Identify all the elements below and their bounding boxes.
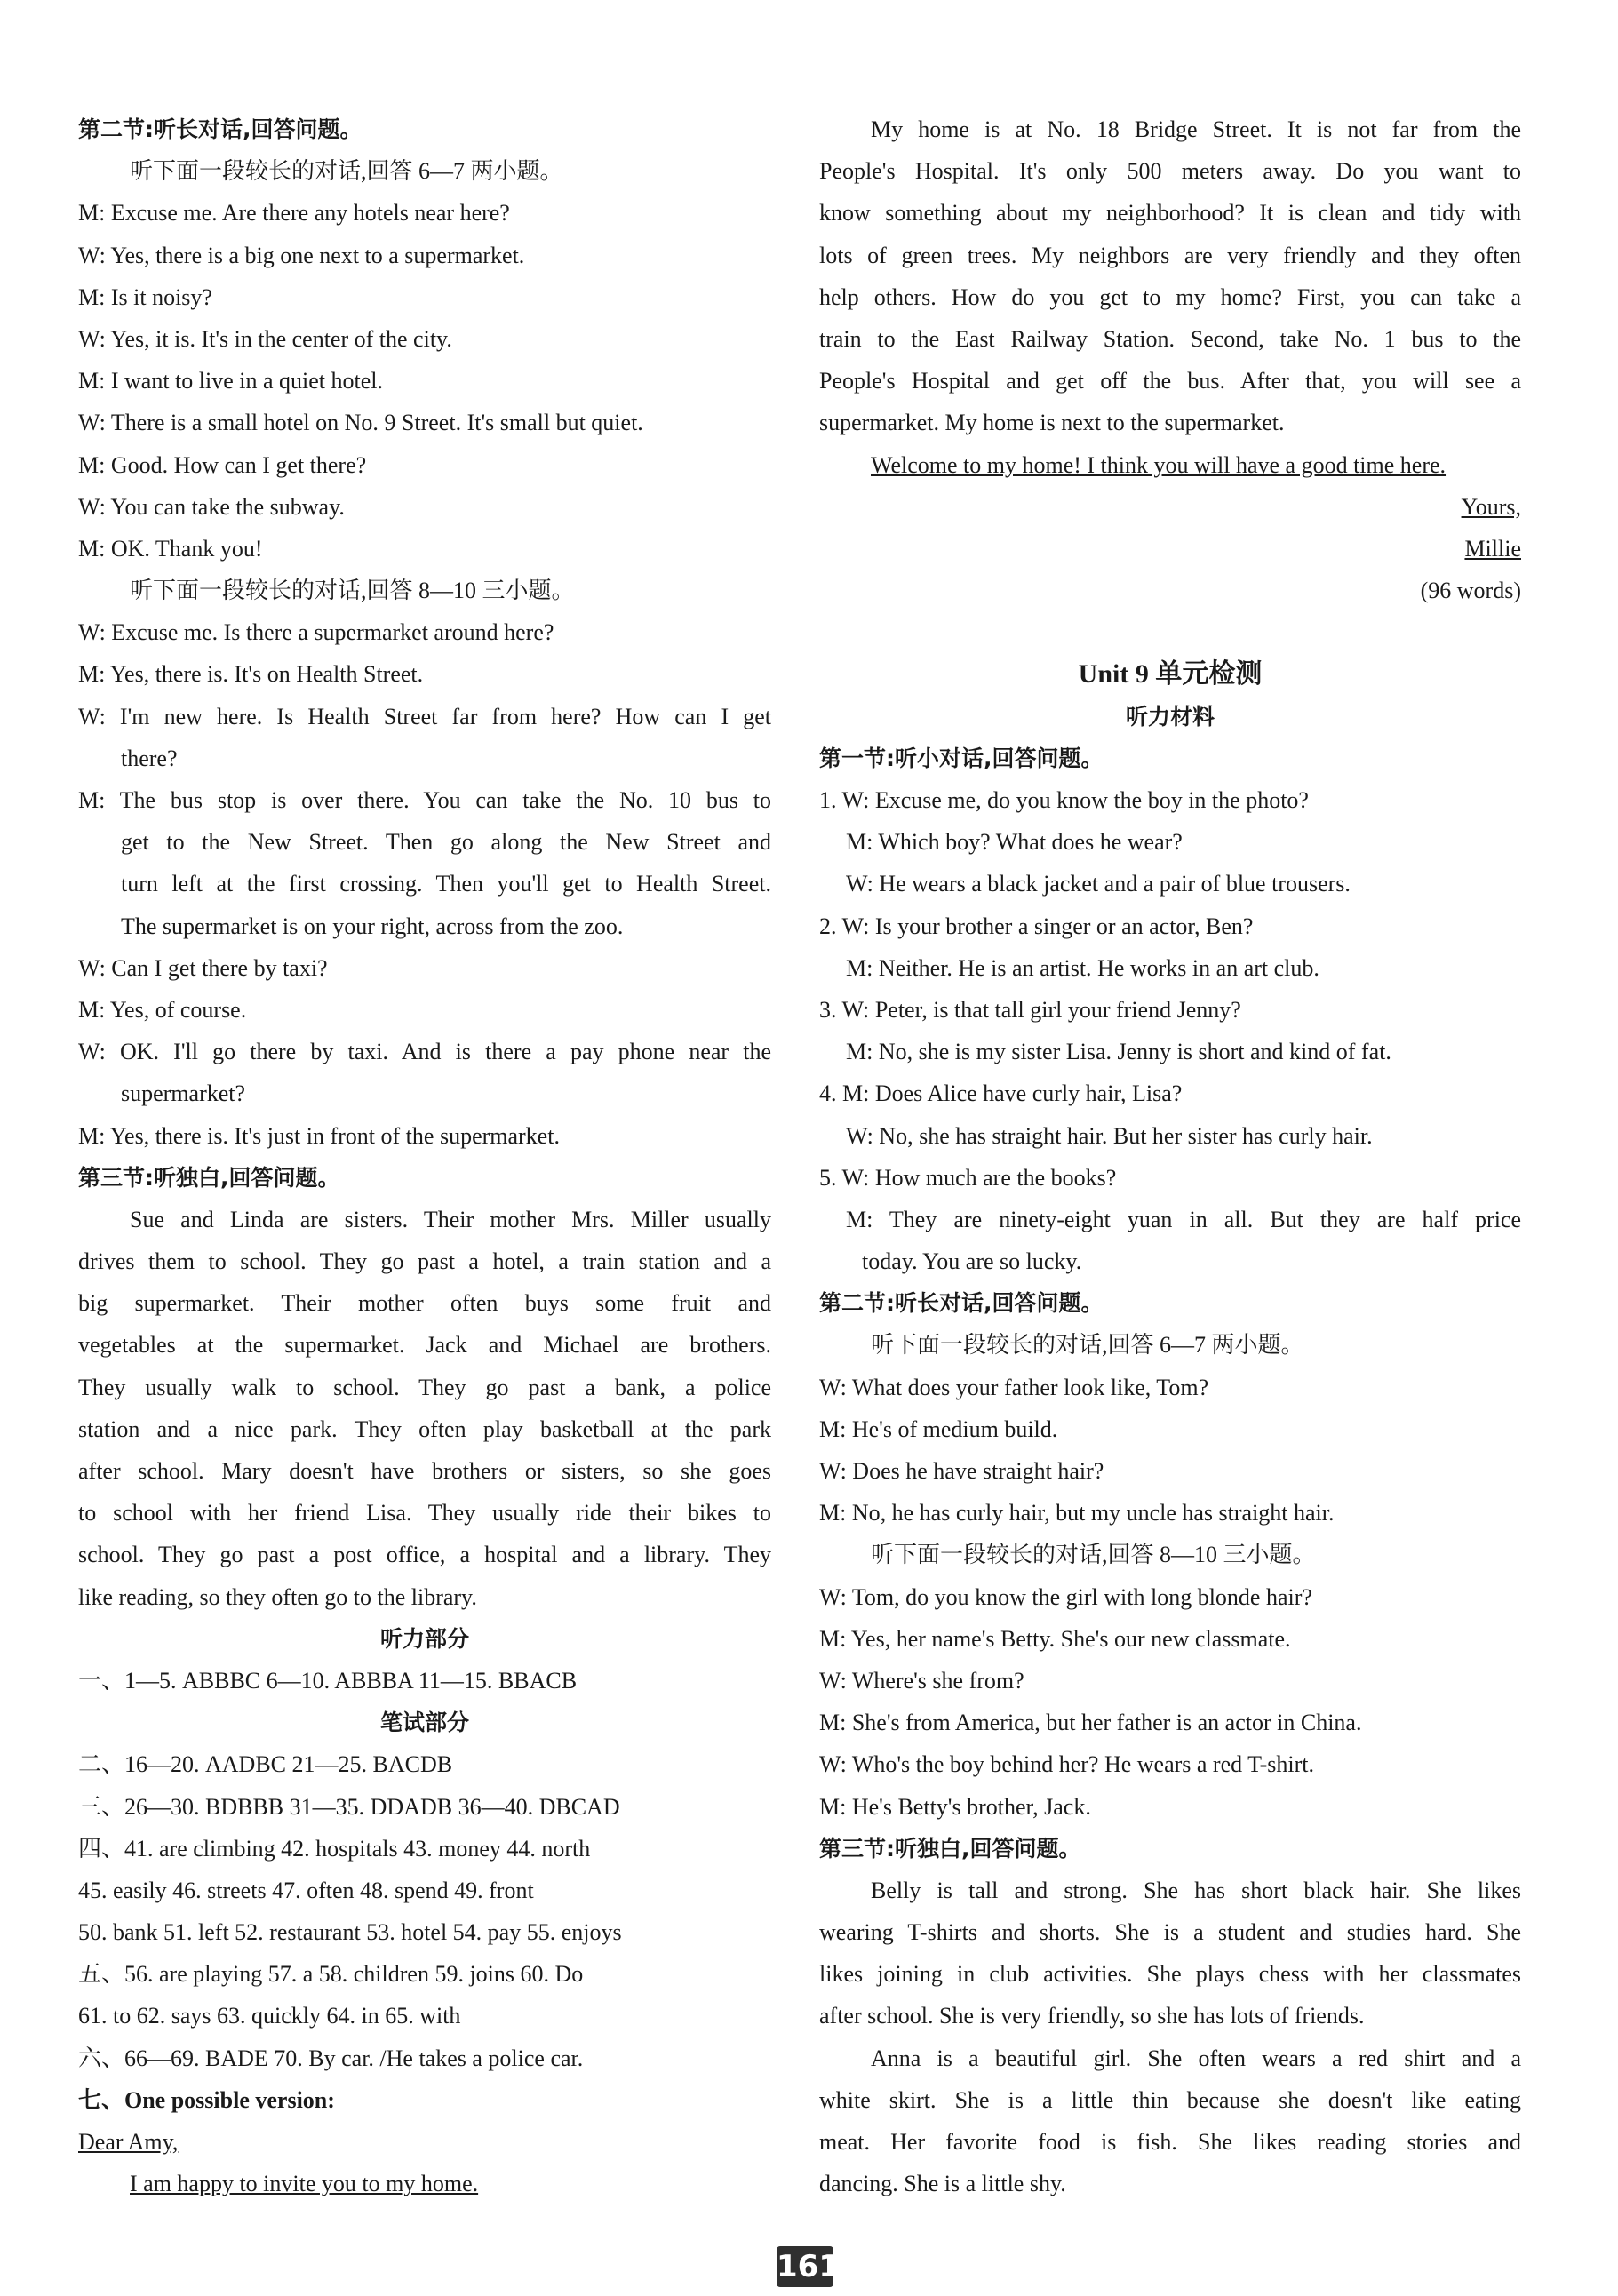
text-line: People's Hospital and get off the bus. After that, you will see a bbox=[819, 368, 1521, 395]
text-line: M: No, she is my sister Lisa. Jenny is short and kind of fat. bbox=[846, 1039, 1391, 1065]
section-heading: 笔试部分 bbox=[379, 1710, 469, 1736]
text-line: lots of green trees. My neighbors are very friendly and they often bbox=[819, 242, 1521, 268]
text-line: like reading, so they often go to the library. bbox=[78, 1583, 477, 1610]
text-line: My home is at No. 18 Bridge Street. It is not far from the bbox=[871, 116, 1521, 142]
text-line: vegetables at the supermarket. Jack and Michael are brothers. bbox=[78, 1332, 771, 1359]
page-number: 161 bbox=[777, 2246, 833, 2287]
text-line: 听下面一段较长的对话,回答 8—10 三小题。 bbox=[871, 1542, 1316, 1568]
text-line: Sue and Linda are sisters. Their mother Mrs. Miller usually bbox=[130, 1206, 771, 1232]
text-line: M: The bus stop is over there. You can take the No. 10 bus to bbox=[78, 787, 771, 813]
section-heading: 第三节:听独白,回答问题。 bbox=[819, 1835, 1081, 1862]
text-line: 四、41. are climbing 42. hospitals 43. money 44. north bbox=[78, 1835, 591, 1862]
text-line: W: Does he have straight hair? bbox=[819, 1458, 1104, 1484]
text-line: M: No, he has curly hair, but my uncle has straight hair. bbox=[819, 1500, 1335, 1527]
text-line: 一、1—5. ABBBC 6—10. ABBBA 11—15. BBACB bbox=[78, 1667, 578, 1694]
text-line: W: You can take the subway. bbox=[78, 493, 345, 520]
text-line: W: Yes, it is. It's in the center of the city. bbox=[78, 325, 452, 352]
text-line: today. You are so lucky. bbox=[862, 1248, 1082, 1275]
text-line: 七、One possible version: bbox=[78, 2086, 335, 2113]
text-line: station and a nice park. They often play basketball at the park bbox=[78, 1415, 771, 1442]
text-line: 五、56. are playing 57. a 58. children 59. joins 60. Do bbox=[78, 1961, 584, 1988]
text-line: M: Which boy? What does he wear? bbox=[846, 829, 1183, 856]
text-line: The supermarket is on your right, across from the zoo. bbox=[121, 913, 624, 939]
text-line: People's Hospital. It's only 500 meters away. Do you want to bbox=[819, 158, 1521, 185]
text-line: know something about my neighborhood? It is clean and tidy with bbox=[819, 200, 1521, 227]
text-line: M: Yes, of course. bbox=[78, 996, 247, 1023]
text-line: 听下面一段较长的对话,回答 8—10 三小题。 bbox=[130, 578, 575, 604]
text-line: They usually walk to school. They go past a bank, a police bbox=[78, 1374, 771, 1400]
section-heading: 听力部分 bbox=[379, 1625, 469, 1652]
text-line: meat. Her favorite food is fish. She likes reading stories and bbox=[819, 2129, 1521, 2155]
text-line: M: He's Betty's brother, Jack. bbox=[819, 1793, 1091, 1820]
text-line: after school. She is very friendly, so she has lots of friends. bbox=[819, 2003, 1365, 2029]
text-line: 45. easily 46. streets 47. often 48. spend 49. front bbox=[78, 1877, 534, 1903]
text-line: likes joining in club activities. She plays chess with her classmates bbox=[819, 1961, 1521, 1988]
text-line: after school. Mary doesn't have brothers or sisters, so she goes bbox=[78, 1458, 771, 1484]
text-line: Yours, bbox=[1461, 493, 1521, 520]
left-column bbox=[78, 108, 771, 2204]
text-line: Belly is tall and strong. She has short black hair. She likes bbox=[871, 1877, 1521, 1903]
text-line: 4. M: Does Alice have curly hair, Lisa? bbox=[819, 1080, 1183, 1107]
text-line: I am happy to invite you to my home. bbox=[130, 2171, 479, 2197]
text-line: school. They go past a post office, a hospital and a library. They bbox=[78, 1542, 771, 1568]
text-line: help others. How do you get to my home? First, you can take a bbox=[819, 283, 1521, 310]
text-line: 5. W: How much are the books? bbox=[819, 1164, 1117, 1191]
text-line: Dear Amy, bbox=[78, 2129, 179, 2155]
section-heading: 第三节:听独白,回答问题。 bbox=[78, 1164, 340, 1191]
right-column bbox=[819, 108, 1521, 2204]
text-line: W: He wears a black jacket and a pair of blue trousers. bbox=[846, 871, 1351, 897]
text-line: W: I'm new here. Is Health Street far from here? How can I get bbox=[78, 703, 771, 729]
text-line: 3. W: Peter, is that tall girl your friend Jenny? bbox=[819, 996, 1241, 1023]
text-line: supermarket. My home is next to the supermarket. bbox=[819, 410, 1285, 436]
text-line: M: I want to live in a quiet hotel. bbox=[78, 368, 383, 395]
text-line: 三、26—30. BDBBB 31—35. DDADB 36—40. DBCAD bbox=[78, 1793, 620, 1820]
text-line: 二、16—20. AADBC 21—25. BACDB bbox=[78, 1751, 453, 1778]
text-line: 50. bank 51. left 52. restaurant 53. hotel 54. pay 55. enjoys bbox=[78, 1919, 622, 1946]
text-line: 2. W: Is your brother a singer or an actor, Ben? bbox=[819, 913, 1254, 939]
text-line: 61. to 62. says 63. quickly 64. in 65. with bbox=[78, 2003, 461, 2029]
section-heading: 第二节:听长对话,回答问题。 bbox=[819, 1290, 1104, 1317]
text-line: 听下面一段较长的对话,回答 6—7 两小题。 bbox=[130, 158, 563, 185]
text-line: Anna is a beautiful girl. She often wears a red shirt and a bbox=[871, 2045, 1521, 2071]
text-line: drives them to school. They go past a hotel, a train station and a bbox=[78, 1248, 771, 1275]
text-line: M: She's from America, but her father is an actor in China. bbox=[819, 1710, 1362, 1736]
text-line: train to the East Railway Station. Second, take No. 1 bus to the bbox=[819, 325, 1521, 352]
text-line: dancing. She is a little shy. bbox=[819, 2171, 1066, 2197]
text-line: W: Yes, there is a big one next to a supermarket. bbox=[78, 242, 525, 268]
text-line: M: He's of medium build. bbox=[819, 1415, 1058, 1442]
text-line bbox=[819, 611, 1521, 653]
text-line: W: No, she has straight hair. But her sister has curly hair. bbox=[846, 1122, 1373, 1149]
text-line: to school with her friend Lisa. They usually ride their bikes to bbox=[78, 1500, 771, 1527]
section-heading: 第二节:听长对话,回答问题。 bbox=[78, 116, 363, 142]
text-line: M: Excuse me. Are there any hotels near here? bbox=[78, 200, 510, 227]
text-line: supermarket? bbox=[121, 1080, 246, 1107]
text-line: W: Where's she from? bbox=[819, 1667, 1024, 1694]
text-line: (96 words) bbox=[1420, 578, 1521, 604]
text-line: 1. W: Excuse me, do you know the boy in the photo? bbox=[819, 787, 1309, 813]
text-line: M: They are ninety-eight yuan in all. But they are half price bbox=[846, 1206, 1521, 1232]
text-line: Unit 9 单元检测 bbox=[1078, 659, 1263, 690]
text-line: M: Yes, there is. It's just in front of the supermarket. bbox=[78, 1122, 560, 1149]
text-line: M: Is it noisy? bbox=[78, 283, 212, 310]
text-line: M: Good. How can I get there? bbox=[78, 451, 367, 478]
text-line: Millie bbox=[1464, 535, 1521, 562]
text-line: W: OK. I'll go there by taxi. And is there a pay phone near the bbox=[78, 1039, 771, 1065]
text-line: W: What does your father look like, Tom? bbox=[819, 1374, 1209, 1400]
text-line: W: Can I get there by taxi? bbox=[78, 954, 328, 981]
text-line: W: Tom, do you know the girl with long blonde hair? bbox=[819, 1583, 1312, 1610]
text-line: 听下面一段较长的对话,回答 6—7 两小题。 bbox=[871, 1332, 1304, 1359]
text-line: M: Yes, there is. It's on Health Street. bbox=[78, 661, 424, 688]
text-line: M: Yes, her name's Betty. She's our new classmate. bbox=[819, 1625, 1291, 1652]
text-line: white skirt. She is a little thin because she doesn't like eating bbox=[819, 2086, 1521, 2113]
text-line: W: Excuse me. Is there a supermarket around here? bbox=[78, 619, 554, 646]
section-heading: 第一节:听小对话,回答问题。 bbox=[819, 745, 1104, 771]
text-line: turn left at the first crossing. Then you'll get to Health Street. bbox=[121, 871, 771, 897]
text-line: W: There is a small hotel on No. 9 Street. It's small but quiet. bbox=[78, 410, 643, 436]
text-line: M: OK. Thank you! bbox=[78, 535, 263, 562]
text-line: there? bbox=[121, 745, 178, 771]
text-line: 六、66—69. BADE 70. By car. /He takes a police car. bbox=[78, 2045, 584, 2071]
section-heading: 听力材料 bbox=[1125, 703, 1215, 729]
text-line: get to the New Street. Then go along the New Street and bbox=[121, 829, 771, 856]
text-line: M: Neither. He is an artist. He works in an art club. bbox=[846, 954, 1319, 981]
text-line: W: Who's the boy behind her? He wears a red T-shirt. bbox=[819, 1751, 1315, 1778]
text-line: wearing T-shirts and shorts. She is a student and studies hard. She bbox=[819, 1919, 1521, 1946]
text-line: big supermarket. Their mother often buys some fruit and bbox=[78, 1290, 771, 1317]
text-line: Welcome to my home! I think you will have a good time here. bbox=[871, 451, 1447, 478]
